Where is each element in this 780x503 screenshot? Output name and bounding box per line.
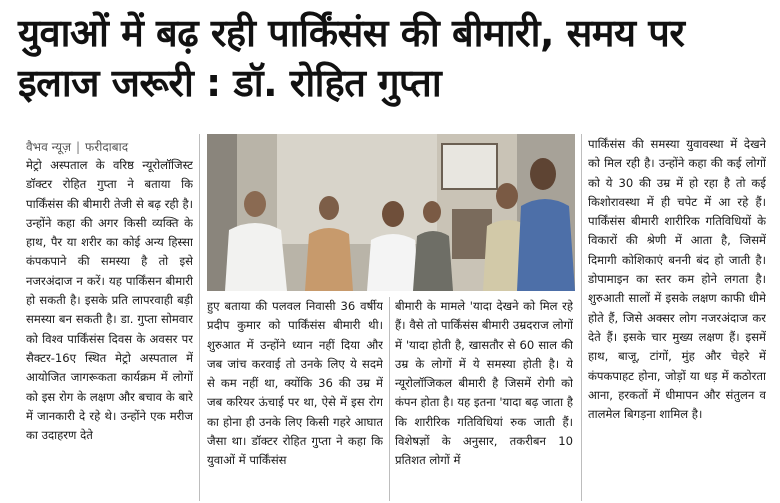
byline-separator: | [76,140,81,154]
article-column-2: हुए बताया की पलवल निवासी 36 वर्षीय प्रदीप कुमार को पार्किंसंस बीमारी थी। शुरुआत में उन्होंने ध्यान नहीं दिया और जब जांच करवाई तो उनके लिए ये सदमे से कम नहीं था, क्योंकि 36 की उम्र में जब करियर ऊंचाई पर था, ऐसे में इस रोग का होना ही उनके लिए किसी गहरे आघात जैसा था। डॉक्टर रोहित गुप्ता ने कहा कि युवाओं में पार्किंसंस [207,299,383,468]
article-column-3: बीमारी के मामले 'यादा देखने को मिल रहे हैं। वैसे तो पार्किंसंस बीमारी उम्रदराज लोगों में 'यादा होती है, खासतौर से 60 साल की उम्र के लोगों में ये समस्या होती है। ये न्यूरोलॉजिकल बीमारी है जिसमें रोगी को कंपन होता है। यह इतना 'यादा बढ़ जाता है कि शारीरिक गतिविधियां रुक जाती हैं। विशेषज्ञों के अनुसार, तकरीबन 10 प्रतिशत लोगों में [395,299,573,468]
byline-agency: वैभव न्यूज़ [26,140,71,154]
column-divider [389,297,390,501]
article-photo [207,134,575,291]
byline-location: फरीदाबाद [85,140,129,154]
article-column-1: मेट्रो अस्पताल के वरिष्ठ न्यूरोलॉजिस्ट डॉक्टर रोहित गुप्ता ने बताया कि पार्किंसंस की बीमारी तेजी से बढ़ रही है। उन्होंने कहा की अगर किसी व्यक्ति के हाथ, पैर या शरीर का कोई अन्य हिस्सा कंपकपाने की समस्या है तो इसे नजरअंदाज न करें। यह पार्किंसन बीमारी हो सकती है। इसके प्रति लापरवाही बड़ी समस्या बन सकती है। डा. गुप्ता सोमवार को विश्व पार्किंसंस दिवस के अवसर पर सैक्टर-16ए स्थित मेट्रो अस्पताल में आयोजित जागरूकता कार्यक्रम में लोगों को इस रोग के लक्षण और बचाव के बारे में जानकारी दे रहे थे। उन्होंने एक मरीज का उदाहरण देते [26,158,193,443]
byline [26,138,201,155]
group-photo-icon [207,134,575,291]
column-divider [581,134,582,501]
column-divider [199,134,200,501]
article-column-4: पार्किंसंस की समस्या युवावस्था में देखने को मिल रही है। उन्होंने कहा की कई लोगों को ये 30 की उम्र में हो रहा है तो कई किशोरावस्था में ही चपेट में आ रहे हैं। पार्किंसंस बीमारी शारीरिक गतिविधियों के विकारों की श्रेणी में आता है, जिसमें दिमागी कोशिकाएं बननी बंद हो जाती है। डोपामाइन का स्तर कम होने लगता है। शुरुआती सालों में इसके लक्षण काफी धीमे होते हैं, जिसे अक्सर लोग नजरअंदाज कर देते हैं। इसके चार मुख्य लक्षण हैं। इसमें हाथ, बाजू, टांगों, मुंह और चेहरे में कंपकपाहट होना, जोड़ों या धड़ में कठोरता आना, हरकतों में धीमापन और संतुलन व तालमेल बिगड़ना शामिल है। [588,137,766,422]
headline: युवाओं में बढ़ रही पार्किंसंस की बीमारी, समय पर इलाज जरूरी : डॉ. रोहित गुप्ता [18,11,685,105]
